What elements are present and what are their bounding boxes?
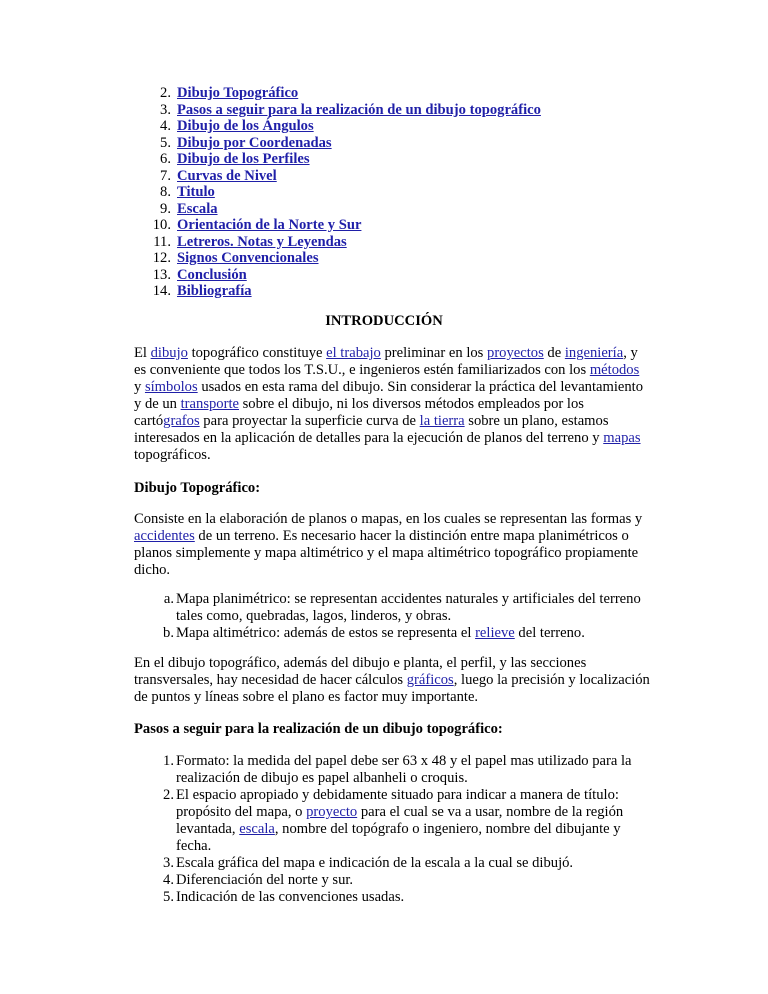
toc-number: 7.	[160, 167, 171, 184]
inline-link[interactable]: métodos	[589, 362, 640, 378]
list-marker: 5.	[163, 889, 174, 905]
text-line	[134, 413, 644, 430]
text-run: topográfico constituye	[187, 345, 327, 361]
inline-link[interactable]: accidentes	[134, 528, 195, 544]
section-heading-pasos: Pasos a seguir para la realización de un dibujo topográfico:	[134, 721, 503, 737]
toc-link[interactable]: Curvas de Nivel	[177, 167, 277, 184]
text-run: El espacio apropiado y debidamente situado para indicar a manera de título:	[176, 787, 619, 803]
inline-link[interactable]: dibujo	[150, 345, 188, 361]
text-line	[134, 528, 644, 545]
text-run: es conveniente que todos los T.S.U., e ingenieros estén familiarizados con los	[134, 362, 590, 378]
toc-link[interactable]: Dibujo por Coordenadas	[177, 134, 332, 151]
text-run: , luego la precisión y localización	[453, 672, 650, 688]
toc-number: 12.	[152, 250, 171, 266]
list-marker: b.	[163, 625, 174, 641]
text-run: realización de dibujo es papel albanheli o croquis.	[176, 770, 468, 786]
toc-number: 3.	[160, 101, 171, 118]
text-line	[134, 591, 654, 608]
text-run: topográficos.	[134, 447, 211, 463]
text-line	[134, 889, 654, 906]
text-line	[134, 447, 644, 464]
toc-link[interactable]: Bibliografía	[177, 283, 252, 299]
text-line	[134, 672, 650, 689]
text-run: sobre un plano, estamos	[464, 413, 609, 429]
toc-number: 10.	[152, 217, 171, 233]
text-line	[134, 545, 644, 562]
text-line	[134, 608, 654, 625]
toc-link[interactable]: Escala	[177, 200, 218, 217]
text-line	[134, 753, 654, 770]
text-line	[134, 821, 654, 838]
text-line	[134, 655, 644, 672]
section2-list	[134, 753, 654, 906]
text-run: tales como, quebradas, lagos, linderos, y obras.	[176, 608, 452, 624]
toc-link[interactable]: Signos Convencionales	[177, 250, 319, 266]
text-run: Indicación de las convenciones usadas.	[176, 889, 405, 905]
text-run: usados en esta rama del dibujo. Sin considerar la práctica del levantamiento	[197, 379, 644, 395]
text-run: para el cual se va a usar, nombre de la región	[357, 804, 624, 820]
inline-link[interactable]: escala	[239, 821, 275, 837]
toc-link[interactable]: Dibujo de los Ángulos	[177, 118, 314, 134]
text-line	[134, 838, 654, 855]
text-run: El	[134, 345, 151, 361]
text-run: de un terreno. Es necesario hacer la distinción entre mapa planimétricos o	[194, 528, 629, 544]
toc-number: 4.	[160, 118, 171, 134]
inline-link[interactable]: ingeniería	[564, 345, 624, 361]
text-line	[134, 362, 644, 379]
inline-link[interactable]: el trabajo	[326, 345, 381, 361]
text-run: sobre el dibujo, ni los diversos métodos empleados por los	[238, 396, 584, 412]
inline-link[interactable]: grafos	[163, 413, 200, 429]
toc-number: 9.	[160, 200, 171, 217]
text-line	[134, 855, 654, 872]
list-item	[134, 787, 654, 855]
section1-paragraph-1	[134, 511, 644, 579]
text-run: para proyectar la superficie curva de	[199, 413, 420, 429]
section-heading-dibujo-topografico: Dibujo Topográfico:	[134, 480, 261, 496]
text-run: interesados en la aplicación de detalles para la ejecución de planos del terreno y	[134, 430, 604, 446]
toc-number: 8.	[160, 184, 171, 200]
toc-link[interactable]: Dibujo de los Perfiles	[177, 151, 310, 167]
text-run: Escala gráfica del mapa e indicación de la escala a la cual se dibujó.	[176, 855, 574, 871]
text-run: planos simplemente y mapa altimétrico y el mapa altimétrico topográfico propiamente	[134, 545, 639, 561]
text-run: de	[543, 345, 565, 361]
section1-paragraph-2	[134, 655, 650, 706]
text-line	[134, 804, 654, 821]
text-line	[134, 345, 644, 362]
text-run: fecha.	[176, 838, 212, 854]
list-item	[134, 753, 654, 787]
text-line	[134, 511, 644, 528]
toc-number: 5.	[160, 134, 171, 151]
text-line	[134, 787, 654, 804]
text-run: dicho.	[134, 562, 171, 578]
toc-number: 14.	[152, 283, 171, 299]
text-run: En el dibujo topográfico, además del dibujo e planta, el perfil, y las secciones	[134, 655, 587, 671]
inline-link[interactable]: relieve	[475, 625, 515, 641]
text-line	[134, 770, 654, 787]
list-marker: 1.	[163, 753, 174, 769]
toc-link[interactable]: Conclusión	[177, 266, 247, 283]
intro-paragraph	[134, 345, 644, 464]
list-item	[134, 625, 654, 642]
inline-link[interactable]: proyecto	[306, 804, 358, 820]
text-run: Mapa altimétrico: además de estos se representa el	[176, 625, 476, 641]
inline-link[interactable]: proyectos	[487, 345, 544, 361]
text-run: , nombre del topógrafo o ingeniero, nombre del dibujante y	[274, 821, 621, 837]
text-line	[134, 430, 644, 447]
text-run: transversales, hay necesidad de hacer cálculos	[134, 672, 407, 688]
toc-number: 11.	[153, 233, 171, 250]
text-line	[134, 562, 644, 579]
inline-link[interactable]: la tierra	[419, 413, 465, 429]
inline-link[interactable]: transporte	[180, 396, 239, 412]
text-run: , y	[623, 345, 638, 361]
toc-link[interactable]: Letreros. Notas y Leyendas	[177, 233, 347, 250]
text-run: y de un	[134, 396, 181, 412]
text-line	[134, 872, 654, 889]
list-item	[134, 889, 654, 906]
list-marker: 4.	[163, 872, 174, 888]
text-line	[134, 379, 644, 396]
text-run: cartó	[134, 413, 164, 429]
text-run: y	[134, 379, 145, 395]
list-item	[134, 591, 654, 625]
list-item	[134, 872, 654, 889]
list-marker: 3.	[163, 855, 174, 871]
intro-title: INTRODUCCIÓN	[325, 313, 443, 329]
text-run: propósito del mapa, o	[176, 804, 307, 820]
inline-link[interactable]: gráficos	[406, 672, 454, 688]
toc-number: 2.	[160, 85, 171, 101]
text-run: preliminar en los	[380, 345, 488, 361]
text-run: Consiste en la elaboración de planos o mapas, en los cuales se representan las formas y	[134, 511, 643, 527]
section1-list	[134, 591, 654, 642]
toc-number: 6.	[160, 151, 171, 167]
toc-link[interactable]: Titulo	[177, 184, 215, 200]
toc-link[interactable]: Dibujo Topográfico	[177, 85, 299, 101]
inline-link[interactable]: mapas	[603, 430, 641, 446]
toc-link[interactable]: Pasos a seguir para la realización de un dibujo topográfico	[177, 101, 541, 118]
text-run: Formato: la medida del papel debe ser 63 x 48 y el papel mas utilizado para la	[176, 753, 632, 769]
toc-link[interactable]: Orientación de la Norte y Sur	[177, 217, 362, 233]
text-run: del terreno.	[514, 625, 585, 641]
inline-link[interactable]: símbolos	[144, 379, 198, 395]
text-line	[134, 396, 644, 413]
text-run: Mapa planimétrico: se representan accidentes naturales y artificiales del terreno	[176, 591, 641, 607]
text-line	[134, 625, 654, 642]
text-run: de puntos y líneas sobre el plano es factor muy importante.	[134, 689, 479, 705]
toc-number: 13.	[152, 266, 171, 283]
list-item	[134, 855, 654, 872]
list-marker: 2.	[163, 787, 174, 803]
list-marker: a.	[163, 591, 174, 607]
text-run: levantada,	[176, 821, 240, 837]
text-line	[134, 689, 644, 706]
text-run: Diferenciación del norte y sur.	[176, 872, 354, 888]
